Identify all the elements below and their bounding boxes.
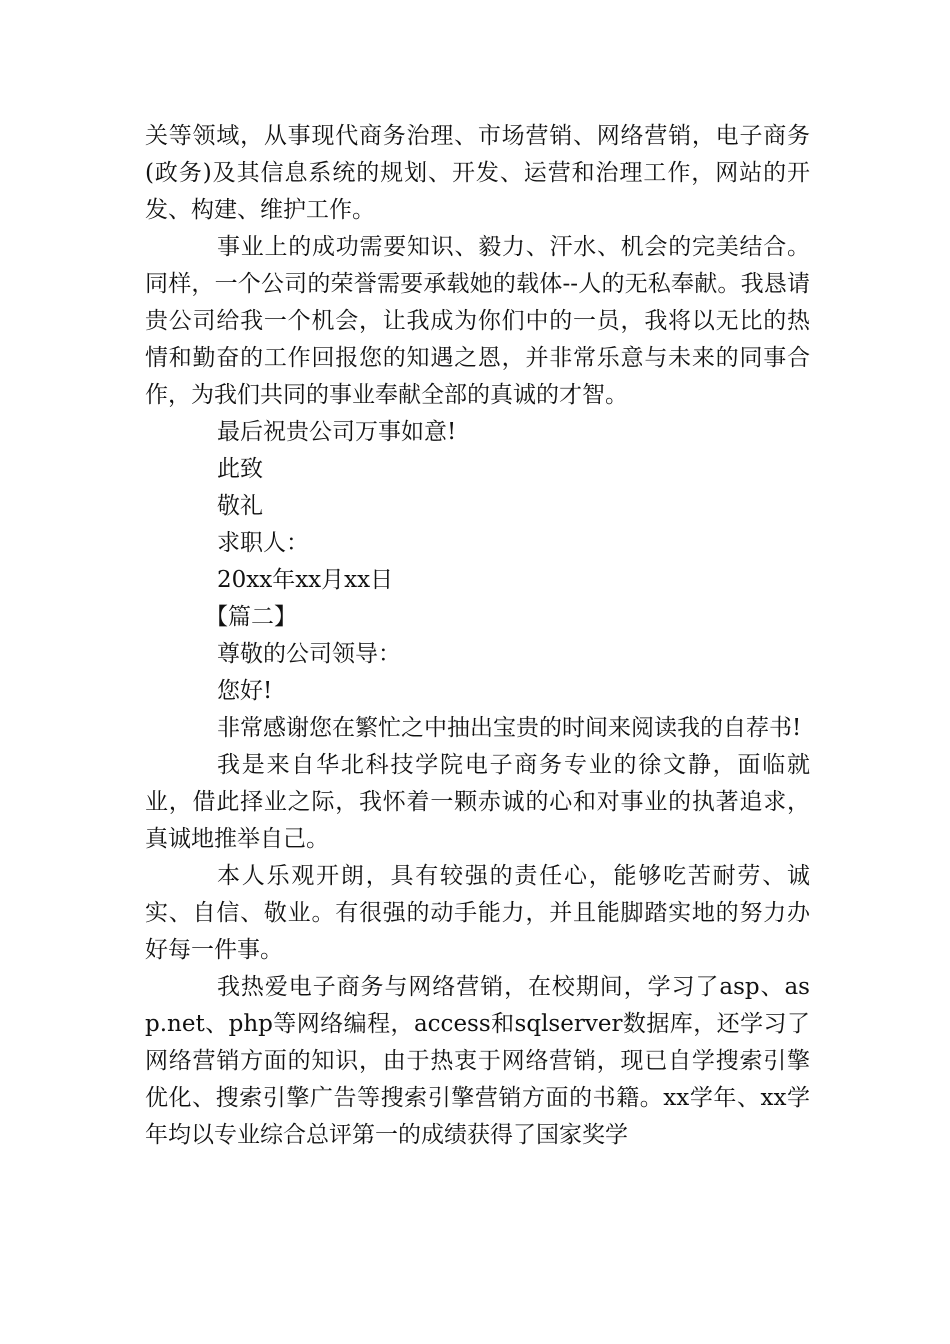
paragraph-success: 事业上的成功需要知识、毅力、汗水、机会的完美结合。同样，一个公司的荣誉需要承载她的载体--人的无私奉献。我恳请贵公司给我一个机会，让我成为你们中的一员，我将以无比的热情和勤奋的工作回报您的知遇之恩，并非常乐意与未来的同事合作，为我们共同的事业奉献全部的真诚的才智。: [145, 234, 810, 408]
closing-salutation-1: 此致: [217, 456, 263, 482]
letter-date: 20xx年xx月xx日: [217, 567, 394, 593]
paragraph-thanks: 非常感谢您在繁忙之中抽出宝贵的时间来阅读我的自荐书!: [217, 715, 802, 741]
paragraph-studies: 我热爱电子商务与网络营销，在校期间，学习了asp、asp.net、php等网络编程，access和sqlserver数据库，还学习了网络营销方面的知识，由于热衷于网络营销，现已自学搜索引擎优化、搜索引擎广告等搜索引擎营销方面的书籍。xx学年、xx学年均以专业综合总评第一的成绩获得了国家奖学: [145, 974, 810, 1148]
applicant-label: 求职人：: [217, 530, 309, 556]
document-body: [145, 118, 810, 1154]
paragraph-continuation: 关等领域，从事现代商务治理、市场营销、网络营销，电子商务(政务)及其信息系统的规划、开发、运营和治理工作，网站的开发、构建、维护工作。: [145, 123, 810, 223]
paragraph-personality: 本人乐观开朗，具有较强的责任心，能够吃苦耐劳、诚实、自信、敬业。有很强的动手能力，并且能脚踏实地的努力办好每一件事。: [145, 863, 810, 963]
greeting-recipient: 尊敬的公司领导：: [217, 641, 401, 667]
closing-salutation-2: 敬礼: [217, 493, 263, 519]
section-heading: 【篇二】: [205, 604, 297, 630]
closing-wish: 最后祝贵公司万事如意!: [217, 419, 457, 445]
paragraph-introduction: 我是来自华北科技学院电子商务专业的徐文静，面临就业，借此择业之际，我怀着一颗赤诚的心和对事业的执著追求，真诚地推举自己。: [145, 752, 810, 852]
greeting-hello: 您好!: [217, 678, 273, 704]
